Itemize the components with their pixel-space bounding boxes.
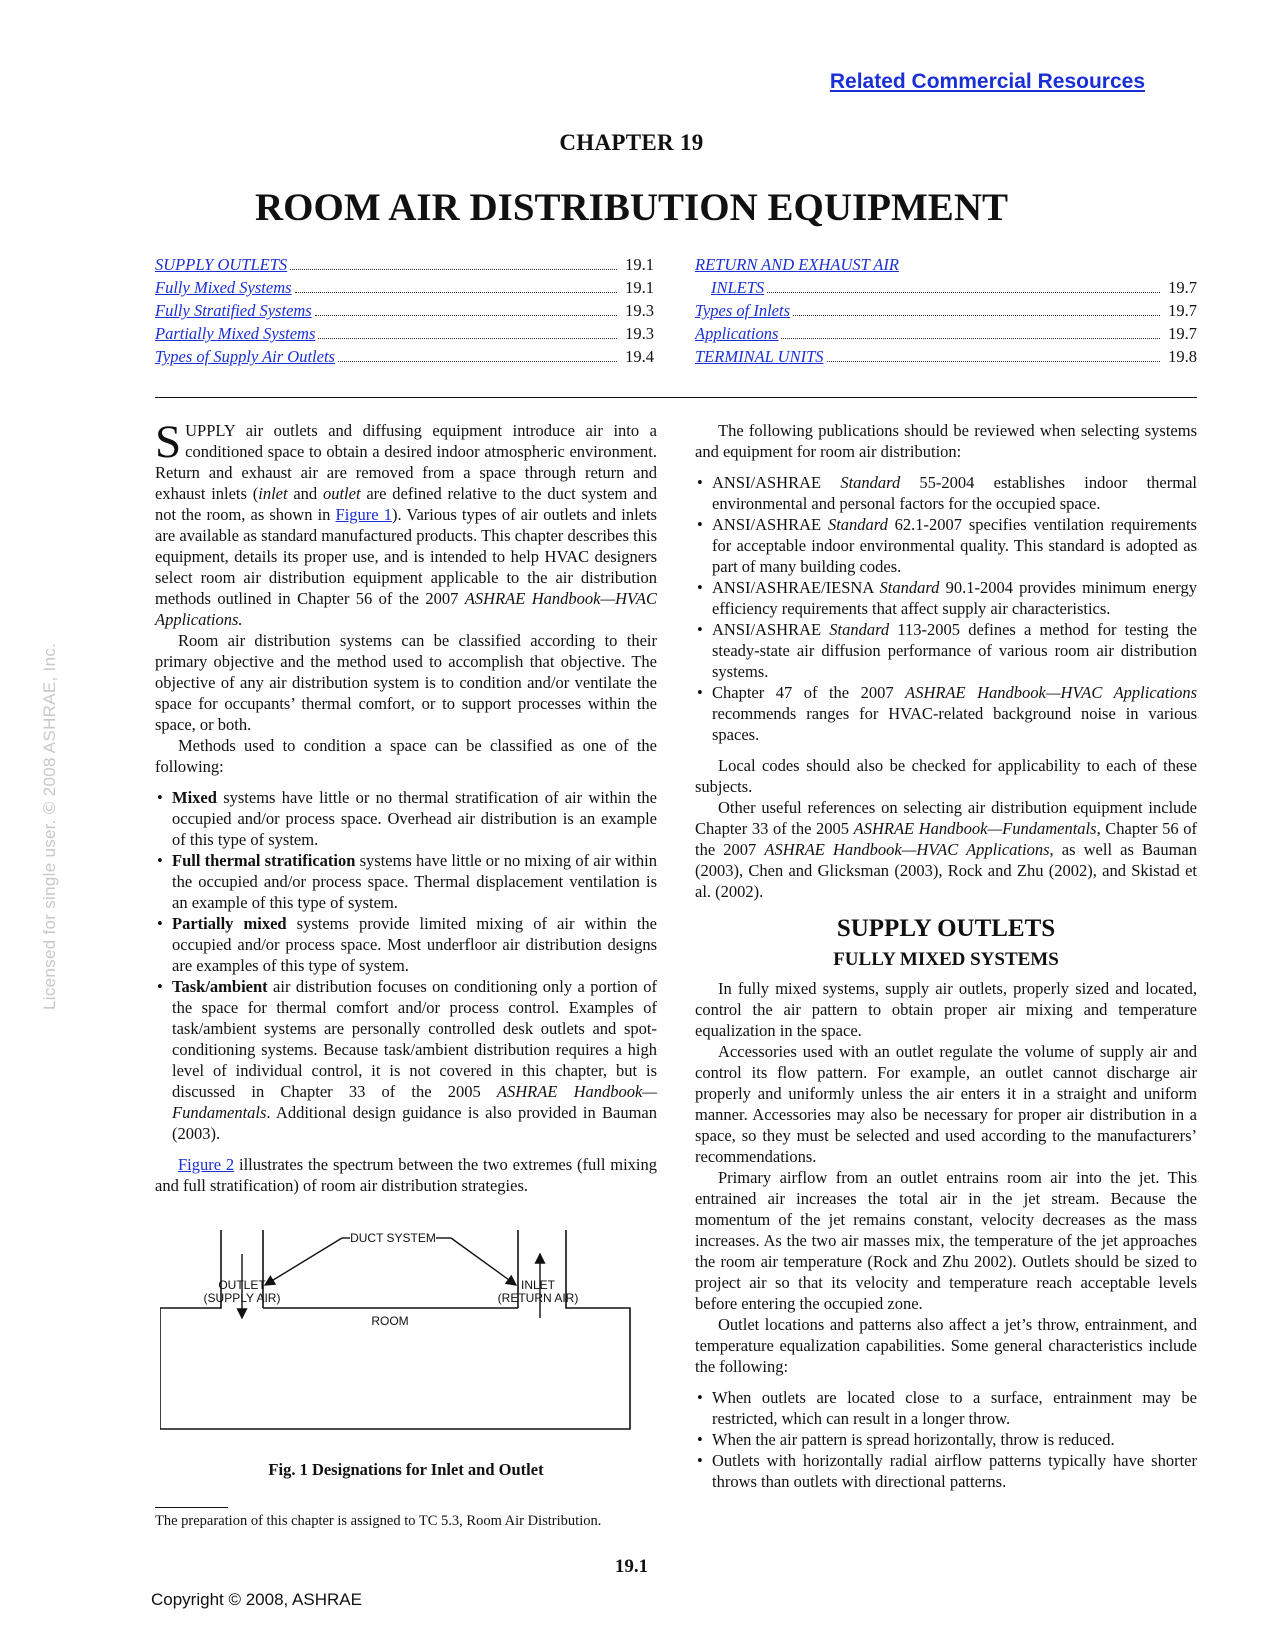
toc-item-terminal-units bbox=[695, 347, 1197, 370]
method-text: systems have little or no thermal stratification of air within the occupied and/or process space. Overhead air distribution is an example of this type of system. bbox=[172, 788, 657, 849]
references-text: , Chapter 56 of the 2007 bbox=[695, 819, 1197, 859]
outlet-label: (SUPPLY AIR) bbox=[203, 1291, 281, 1305]
toc-link-return-and-exhaust-air[interactable]: RETURN AND EXHAUST AIR bbox=[695, 255, 899, 274]
toc-item-supply-outlets bbox=[155, 255, 654, 278]
method-text: air distribution focuses on conditioning only a portion of the space for thermal comfort and/or process control. Examples of task/ambient systems are personally controlled desk outlets and spot-conditioning systems. Because task/ambient distribution requires a high level of individual control, it is not covered in this chapter, but is discussed in Chapter 33 of the 2005 bbox=[172, 977, 657, 1101]
intro-text: are defined relative to the duct system and not the room, as shown in bbox=[155, 484, 657, 524]
toc-leader bbox=[290, 269, 617, 270]
toc-link-fully-stratified-systems[interactable]: Fully Stratified Systems bbox=[155, 301, 312, 320]
toc-leader bbox=[793, 315, 1160, 316]
list-item bbox=[155, 913, 657, 976]
left-column bbox=[155, 416, 658, 1196]
list-item: • Outlets with horizontally radial airflow patterns typically have shorter throws than outlets with directional patterns. bbox=[695, 1450, 1197, 1492]
book-title: ASHRAE Handbook—HVAC Applications bbox=[764, 840, 1050, 859]
standard-italic: Standard bbox=[840, 473, 901, 492]
toc-item-fully-mixed-systems bbox=[155, 278, 654, 301]
standard-text: 90.1-2004 provides minimum energy efficiency requirements that affect supply air characteristics. bbox=[712, 578, 1197, 618]
toc-page: 19.4 bbox=[625, 347, 654, 366]
book-title: ASHRAE Handbook—Fundamentals bbox=[853, 819, 1097, 838]
outlet-label: OUTLET bbox=[218, 1278, 266, 1292]
duct-pointer-left bbox=[265, 1238, 342, 1285]
room-outline bbox=[160, 1230, 630, 1429]
duct-system-label: DUCT SYSTEM bbox=[350, 1231, 436, 1245]
list-item bbox=[155, 787, 657, 850]
toc-leader bbox=[338, 361, 617, 362]
list-item bbox=[695, 472, 1197, 514]
references-paragraph bbox=[695, 797, 1197, 902]
copyright: Copyright © 2008, ASHRAE bbox=[151, 1590, 362, 1609]
methods-intro-paragraph: Methods used to condition a space can be classified as one of the following: bbox=[155, 736, 657, 776]
toc-page: 19.7 bbox=[1168, 278, 1197, 297]
fully-mixed-paragraph-1: In fully mixed systems, supply air outlets, properly sized and located, control the air pattern to obtain proper air mixing and temperature equalization in the space. bbox=[695, 979, 1197, 1040]
intro-paragraph bbox=[155, 416, 657, 630]
room-label: ROOM bbox=[371, 1314, 409, 1328]
standard-text: ANSI/ASHRAE bbox=[712, 473, 841, 492]
inlet-label: (RETURN AIR) bbox=[497, 1291, 579, 1305]
toc-item-types-of-supply-air-outlets bbox=[155, 347, 654, 370]
toc-page: 19.7 bbox=[1168, 324, 1197, 343]
standard-text: 55-2004 establishes indoor thermal environmental and personal factors for the occupied space. bbox=[712, 473, 1197, 513]
toc-link-supply-outlets[interactable]: SUPPLY OUTLETS bbox=[155, 255, 288, 274]
drop-cap: S bbox=[155, 416, 182, 468]
standard-italic: ASHRAE Handbook—HVAC Applications bbox=[905, 683, 1197, 702]
local-codes-paragraph: Local codes should also be checked for applicability to each of these subjects. bbox=[695, 756, 1197, 796]
list-item bbox=[695, 514, 1197, 577]
methods-list bbox=[155, 787, 657, 1144]
method-text: systems have little or no mixing of air within the occupied and/or process space. Thermal displacement ventilation is an example of this type of system. bbox=[172, 851, 658, 912]
toc-left bbox=[155, 255, 654, 370]
book-title: ASHRAE Handbook—HVAC Applications. bbox=[155, 589, 657, 629]
chapter-title: ROOM AIR DISTRIBUTION EQUIPMENT bbox=[254, 186, 1009, 229]
method-text: systems provide limited mixing of air within the occupied and/or process space. Most underfloor air distribution designs are examples of this type of system. bbox=[172, 914, 657, 975]
fully-mixed-paragraph-4: Outlet locations and patterns also affect a jet’s throw, entrainment, and temperature equalization capabilities. Some general characteristics include the following: bbox=[695, 1315, 1197, 1376]
method-text: . Additional design guidance is also provided in Bauman (2003). bbox=[172, 1103, 657, 1143]
standards-list bbox=[695, 472, 1197, 745]
toc-item-partially-mixed-systems bbox=[155, 324, 654, 347]
toc-link-types-of-inlets[interactable]: Types of Inlets bbox=[695, 301, 791, 320]
list-item: • When outlets are located close to a surface, entrainment may be restricted, which can result in a longer throw. bbox=[695, 1387, 1197, 1429]
classification-paragraph: Room air distribution systems can be classified according to their primary objective and the method used to accomplish that objective. The objective of any air distribution system is to condition and/or ventilate the space for occupants’ thermal comfort, or to support processes within the space, or both. bbox=[155, 631, 657, 734]
book-title: ASHRAE Handbook—Fundamentals bbox=[172, 1082, 657, 1122]
figure-1-svg bbox=[160, 1218, 652, 1438]
method-term: Partially mixed bbox=[172, 914, 287, 933]
subsection-heading-fully-mixed: FULLY MIXED SYSTEMS bbox=[833, 949, 1059, 970]
toc-link-applications[interactable]: Applications bbox=[695, 324, 779, 343]
toc-leader bbox=[318, 338, 617, 339]
toc-leader bbox=[767, 292, 1160, 293]
standard-text: ANSI/ASHRAE/IESNA bbox=[712, 578, 880, 597]
right-column bbox=[695, 420, 1197, 1502]
list-item bbox=[155, 850, 657, 913]
toc-item-types-of-inlets bbox=[695, 301, 1197, 324]
references-text: Other useful references on selecting air distribution equipment include Chapter 33 of the 2005 bbox=[695, 798, 1197, 838]
standard-italic: Standard bbox=[829, 620, 890, 639]
term-outlet: outlet bbox=[322, 484, 361, 503]
toc-page: 19.7 bbox=[1168, 301, 1197, 320]
toc-leader bbox=[827, 361, 1160, 362]
toc-link-terminal-units[interactable]: TERMINAL UNITS bbox=[695, 347, 824, 366]
toc-leader bbox=[315, 315, 617, 316]
standard-italic: Standard bbox=[879, 578, 940, 597]
list-item: • When the air pattern is spread horizontally, throw is reduced. bbox=[695, 1429, 1197, 1450]
toc-page: 19.1 bbox=[625, 255, 654, 274]
toc-right bbox=[695, 255, 1197, 370]
intro-text: and bbox=[287, 484, 323, 503]
references-text: , as well as Bauman (2003), Chen and Glicksman (2003), Rock and Zhu (2002), and Skistad et al. (2002). bbox=[695, 840, 1198, 901]
toc-item-return-and-exhaust-air bbox=[695, 255, 1197, 278]
toc-page: 19.3 bbox=[625, 301, 654, 320]
toc-divider bbox=[155, 397, 1197, 398]
license-watermark: Licensed for single user. © 2008 ASHRAE, Inc. bbox=[40, 642, 59, 1010]
toc-item-inlets bbox=[695, 278, 1197, 301]
footnote-rule bbox=[155, 1507, 228, 1508]
fully-mixed-paragraph-2: Accessories used with an outlet regulate the volume of supply air and control its flow pattern. For example, an outlet cannot discharge air properly and uniformly unless the air enters it in a straight and uniform manner. Accessories may also be necessary for proper air distribution in a space, so they must be selected and used according to the manufacturers’ recommendations. bbox=[695, 1042, 1197, 1166]
term-inlet: inlet bbox=[258, 484, 288, 503]
toc-page: 19.8 bbox=[1168, 347, 1197, 366]
method-term: Task/ambient bbox=[172, 977, 268, 996]
standard-text: 62.1-2007 specifies ventilation requirements for acceptable indoor environmental quality. This standard is adopted as part of many building codes. bbox=[712, 515, 1197, 576]
fully-mixed-paragraph-3: Primary airflow from an outlet entrains room air into the jet. This entrained air increases the total air in the jet stream. Because the momentum of the jet remains constant, velocity decreases as the mass increases. As the two air masses mix, the temperature of the jet approaches the room air temperature (Rock and Zhu 2002). Outlets should be sized to project air so that its velocity and temperature reach acceptable levels before entering the occupied zone. bbox=[695, 1168, 1197, 1313]
toc-link-types-of-supply-air-outlets[interactable]: Types of Supply Air Outlets bbox=[155, 347, 335, 366]
figure-2-text: illustrates the spectrum between the two extremes (full mixing and full stratification) of room air distribution strategies. bbox=[155, 1155, 657, 1195]
toc-item-applications bbox=[695, 324, 1197, 347]
method-term: Full thermal stratification bbox=[172, 851, 356, 870]
toc-leader bbox=[295, 292, 617, 293]
toc-page: 19.3 bbox=[625, 324, 654, 343]
footnote: The preparation of this chapter is assigned to TC 5.3, Room Air Distribution. bbox=[155, 1513, 602, 1529]
page-number: 19.1 bbox=[614, 1556, 649, 1577]
section-heading-supply-outlets: SUPPLY OUTLETS bbox=[836, 915, 1056, 942]
figure-1-link[interactable]: Figure 1 bbox=[335, 505, 392, 524]
standard-text: ANSI/ASHRAE bbox=[712, 620, 830, 639]
intro-text: ). Various types of air outlets and inlets are available as standard manufactured products. This chapter describes this equipment, details its proper use, and is intended to help HVAC designers select room air distribution equipment applicable to the air distribution methods outlined in Chapter 56 of the 2007 bbox=[155, 505, 657, 608]
publications-intro: The following publications should be reviewed when selecting systems and equipment for room air distribution: bbox=[695, 421, 1197, 461]
figure-1-diagram bbox=[160, 1218, 652, 1438]
toc-link-fully-mixed-systems[interactable]: Fully Mixed Systems bbox=[155, 278, 292, 297]
toc-item-fully-stratified-systems bbox=[155, 301, 654, 324]
intro-text: UPPLY air outlets and diffusing equipment introduce air into a conditioned space to obtain a desired indoor atmospheric environment. Return and exhaust air are removed from a space through return and exhaust inlets ( bbox=[155, 421, 657, 503]
method-term: Mixed bbox=[172, 788, 217, 807]
toc-leader bbox=[781, 338, 1160, 339]
standard-text: 113-2005 defines a method for testing the steady-state air diffusion performance of various room air distribution systems. bbox=[712, 620, 1197, 681]
standard-text: recommends ranges for HVAC-related background noise in various spaces. bbox=[712, 704, 1197, 744]
list-item bbox=[695, 682, 1197, 745]
standard-italic: Standard bbox=[827, 515, 888, 534]
figure-2-paragraph bbox=[155, 1154, 657, 1196]
chapter-label: CHAPTER 19 bbox=[559, 130, 704, 155]
related-commercial-resources-link[interactable]: Related Commercial Resources bbox=[829, 70, 1145, 93]
figure-1-caption: Fig. 1 Designations for Inlet and Outlet bbox=[268, 1460, 544, 1479]
toc-link-inlets[interactable]: INLETS bbox=[711, 278, 765, 297]
inlet-label: INLET bbox=[520, 1278, 556, 1292]
figure-2-link[interactable]: Figure 2 bbox=[178, 1155, 235, 1174]
duct-pointer-right bbox=[451, 1238, 516, 1285]
characteristics-list bbox=[695, 1387, 1197, 1492]
standard-text: ANSI/ASHRAE bbox=[712, 515, 828, 534]
list-item bbox=[155, 976, 657, 1144]
toc-page: 19.1 bbox=[625, 278, 654, 297]
standard-text: Chapter 47 of the 2007 bbox=[712, 683, 906, 702]
toc-link-partially-mixed-systems[interactable]: Partially Mixed Systems bbox=[155, 324, 316, 343]
list-item bbox=[695, 619, 1197, 682]
list-item bbox=[695, 577, 1197, 619]
